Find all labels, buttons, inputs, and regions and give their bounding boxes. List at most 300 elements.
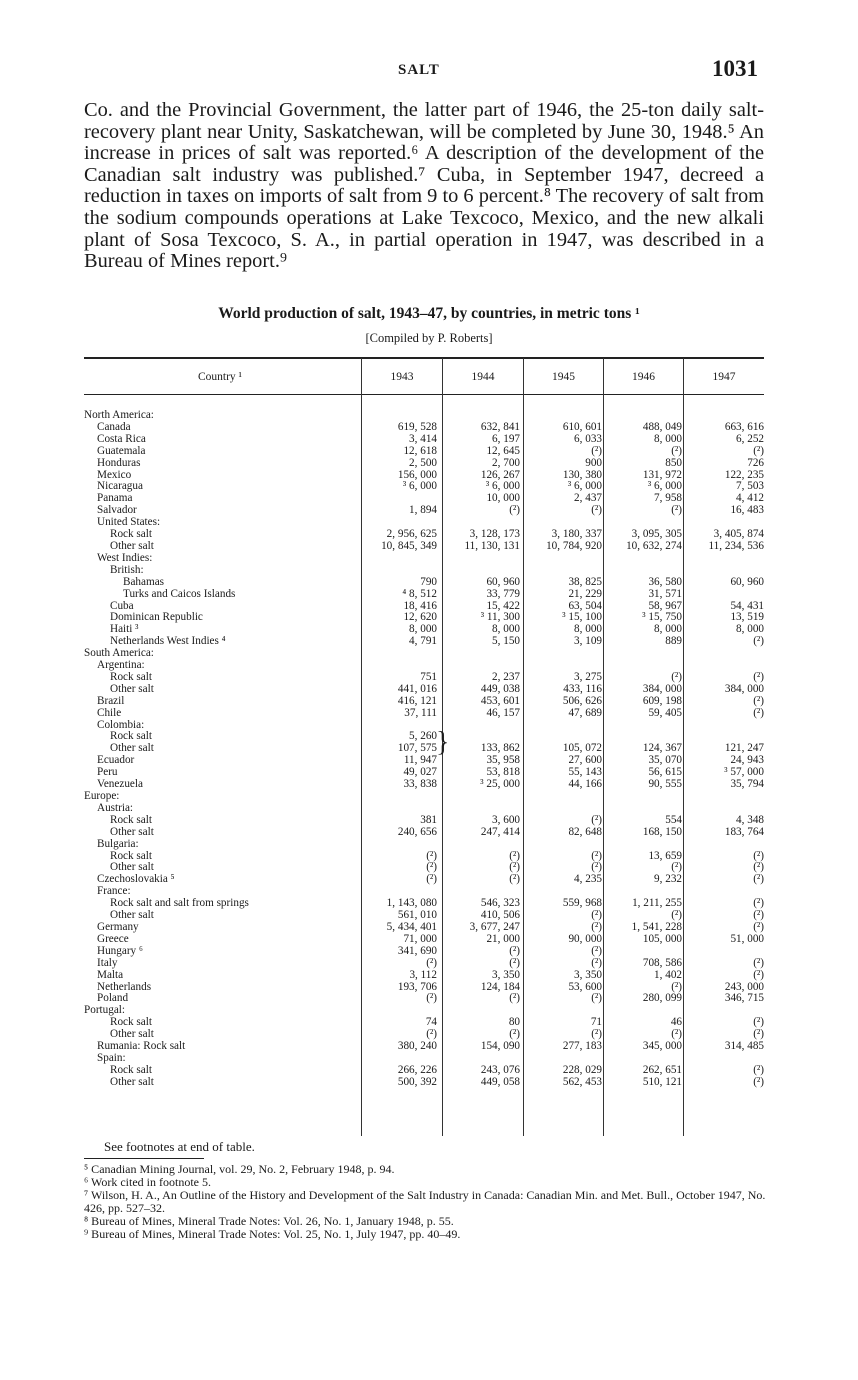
cell-1947: 726 bbox=[747, 456, 764, 469]
cell-1943: (²) bbox=[426, 992, 437, 1005]
cell-1944: 3, 350 bbox=[492, 968, 520, 981]
row-label bbox=[84, 898, 360, 910]
column-header-1946: 1946 bbox=[632, 371, 655, 383]
cell-1943: 107, 575 bbox=[397, 742, 437, 755]
row-label-text: Other salt bbox=[110, 743, 154, 755]
column-header-1945: 1945 bbox=[552, 371, 575, 383]
cell-1947: 314, 485 bbox=[724, 1040, 764, 1053]
cell-1946: 10, 632, 274 bbox=[626, 539, 682, 552]
row-label-text: Portugal: bbox=[84, 1005, 126, 1017]
footnote: ⁵ Canadian Mining Journal, vol. 29, No. 2, February 1948, p. 94. bbox=[84, 1162, 395, 1176]
cell-1947: (²) bbox=[753, 444, 764, 457]
cell-1943: 1, 894 bbox=[409, 504, 437, 517]
table-row bbox=[84, 874, 772, 886]
table-row bbox=[84, 458, 772, 470]
row-label-text: Spain: bbox=[97, 1052, 126, 1064]
running-header-title: SALT bbox=[398, 62, 440, 78]
row-label-text: Haiti ³ bbox=[110, 624, 139, 636]
row-label-text: South America: bbox=[84, 648, 154, 660]
cell-1946: 31, 571 bbox=[648, 587, 682, 600]
table-title: World production of salt, 1943–47, by countries, in metric tons ¹ bbox=[218, 305, 640, 322]
brace-mark: } bbox=[436, 727, 450, 759]
row-label-text: Netherlands West Indies ⁴ bbox=[110, 636, 226, 648]
cell-1944: ³ 6, 000 bbox=[485, 480, 520, 493]
table-row bbox=[84, 993, 772, 1005]
cell-1943: 193, 706 bbox=[397, 980, 437, 993]
cell-1944: 15, 422 bbox=[486, 599, 520, 612]
cell-1943: 441, 016 bbox=[397, 682, 437, 695]
table-row bbox=[84, 434, 772, 446]
cell-1946: ³ 6, 000 bbox=[647, 480, 682, 493]
cell-1946: 9, 232 bbox=[654, 873, 682, 886]
row-label-text: Germany bbox=[97, 921, 139, 933]
row-label bbox=[84, 410, 360, 422]
cell-1945: (²) bbox=[591, 1028, 602, 1041]
cell-1944: 3, 128, 173 bbox=[469, 528, 520, 541]
cell-1944: 3, 600 bbox=[492, 813, 520, 826]
cell-1943: 240, 656 bbox=[397, 825, 437, 838]
cell-1946: 3, 095, 305 bbox=[631, 528, 682, 541]
cell-1943: 11, 947 bbox=[403, 754, 437, 767]
cell-1945: ³ 6, 000 bbox=[567, 480, 602, 493]
cell-1947: 54, 431 bbox=[730, 599, 764, 612]
row-label-text: Guatemala bbox=[97, 445, 146, 457]
cell-1945: 228, 029 bbox=[562, 1063, 602, 1076]
cell-1947: 13, 519 bbox=[730, 611, 764, 624]
cell-1945: 277, 183 bbox=[562, 1040, 602, 1053]
cell-1947: (²) bbox=[753, 909, 764, 922]
cell-1945: 8, 000 bbox=[574, 623, 602, 636]
cell-1947: 346, 715 bbox=[724, 992, 764, 1005]
footnote: ⁶ Work cited in footnote 5. bbox=[84, 1175, 211, 1189]
cell-1943: 790 bbox=[420, 575, 437, 588]
cell-1943: 751 bbox=[420, 670, 437, 683]
row-label-text: Malta bbox=[97, 969, 124, 981]
column-header-1943: 1943 bbox=[390, 371, 414, 383]
table-subtitle: [Compiled by P. Roberts] bbox=[365, 331, 493, 345]
cell-1946: 1, 402 bbox=[654, 968, 682, 981]
cell-1946: 1, 211, 255 bbox=[632, 897, 682, 910]
cell-1947: (²) bbox=[753, 920, 764, 933]
table-row bbox=[84, 827, 772, 839]
cell-1943: 2, 500 bbox=[409, 456, 437, 469]
cell-1945: 21, 229 bbox=[568, 587, 602, 600]
cell-1946: 131, 972 bbox=[642, 468, 682, 481]
table-row bbox=[84, 577, 772, 589]
cell-1947: (²) bbox=[753, 968, 764, 981]
row-label-text: Costa Rica bbox=[97, 433, 146, 445]
table-row bbox=[84, 589, 772, 601]
cell-1946: 8, 000 bbox=[654, 623, 682, 636]
cell-1944: ³ 11, 300 bbox=[480, 611, 520, 624]
row-label-text: Honduras bbox=[97, 457, 141, 469]
cell-1947: (²) bbox=[753, 956, 764, 969]
cell-1947: 243, 000 bbox=[724, 980, 764, 993]
row-label-text: Greece bbox=[97, 933, 129, 945]
cell-1945: 44, 166 bbox=[568, 778, 602, 791]
cell-1944: (²) bbox=[509, 992, 520, 1005]
row-label bbox=[84, 886, 360, 898]
cell-1944: 243, 076 bbox=[480, 1063, 520, 1076]
cell-1945: 10, 784, 920 bbox=[546, 539, 602, 552]
row-label bbox=[84, 791, 360, 803]
page-number: 1031 bbox=[712, 56, 758, 81]
column-header-country: Country ¹ bbox=[197, 371, 243, 383]
row-label bbox=[84, 767, 360, 779]
cell-1945: 559, 968 bbox=[562, 897, 602, 910]
cell-1946: (²) bbox=[671, 909, 682, 922]
cell-1947: (²) bbox=[753, 694, 764, 707]
row-label-text: Rock salt bbox=[110, 814, 152, 826]
row-label bbox=[84, 636, 360, 648]
cell-1944: 35, 958 bbox=[486, 754, 520, 767]
row-label bbox=[84, 922, 360, 934]
cell-1943: 10, 845, 349 bbox=[381, 539, 437, 552]
table-row bbox=[84, 839, 772, 851]
cell-1943: ⁴ 8, 512 bbox=[402, 587, 437, 600]
cell-1947: 35, 794 bbox=[730, 778, 764, 791]
row-label bbox=[84, 624, 360, 636]
cell-1945: 4, 235 bbox=[574, 873, 602, 886]
cell-1944: 2, 237 bbox=[492, 670, 520, 683]
row-label-text: France: bbox=[97, 886, 131, 898]
cell-1947: 24, 943 bbox=[730, 754, 764, 767]
row-label-text: British: bbox=[110, 564, 144, 576]
cell-1945: (²) bbox=[591, 956, 602, 969]
row-label-text: Rock salt bbox=[110, 671, 152, 683]
cell-1946: ³ 15, 750 bbox=[642, 611, 682, 624]
cell-1943: (²) bbox=[426, 849, 437, 862]
cell-1943: 33, 838 bbox=[403, 778, 437, 791]
cell-1945: 55, 143 bbox=[568, 766, 602, 779]
row-label bbox=[84, 612, 360, 624]
row-label-text: Other salt bbox=[110, 1076, 154, 1088]
row-label-text: Rock salt bbox=[110, 529, 152, 541]
cell-1943: 8, 000 bbox=[409, 623, 437, 636]
cell-1945: 105, 072 bbox=[562, 742, 602, 755]
cell-1944: 6, 197 bbox=[492, 432, 520, 445]
row-label-text: West Indies: bbox=[97, 552, 153, 564]
row-label-text: United States: bbox=[97, 517, 161, 529]
row-label bbox=[84, 648, 360, 660]
row-label bbox=[84, 446, 360, 458]
cell-1945: 63, 504 bbox=[568, 599, 602, 612]
row-label bbox=[84, 553, 360, 565]
cell-1945: 82, 648 bbox=[568, 825, 602, 838]
cell-1946: 13, 659 bbox=[648, 849, 682, 862]
row-label-text: Colombia: bbox=[97, 719, 145, 731]
cell-1947: 122, 235 bbox=[724, 468, 764, 481]
table-row bbox=[84, 1077, 772, 1089]
cell-1946: (²) bbox=[671, 980, 682, 993]
cell-1945: 610, 601 bbox=[562, 420, 602, 433]
cell-1944: 5, 150 bbox=[492, 635, 520, 648]
table-row bbox=[84, 553, 772, 565]
cell-1945: (²) bbox=[591, 992, 602, 1005]
cell-1947: (²) bbox=[753, 1016, 764, 1029]
cell-1944: 632, 841 bbox=[480, 420, 520, 433]
row-label-text: Turks and Caicos Islands bbox=[123, 588, 236, 600]
row-label-text: Venezuela bbox=[97, 779, 143, 791]
row-label bbox=[84, 970, 360, 982]
cell-1947: 663, 616 bbox=[724, 420, 764, 433]
row-label-text: Nicaragua bbox=[97, 481, 143, 493]
cell-1946: 889 bbox=[665, 635, 682, 648]
row-label-text: Rock salt and salt from springs bbox=[110, 898, 249, 910]
row-label bbox=[84, 529, 360, 541]
table-body bbox=[84, 410, 772, 1089]
row-label bbox=[84, 470, 360, 482]
row-label bbox=[84, 779, 360, 791]
cell-1946: 1, 541, 228 bbox=[631, 920, 682, 933]
cell-1946: (²) bbox=[671, 444, 682, 457]
row-label bbox=[84, 851, 360, 863]
table-row bbox=[84, 791, 772, 803]
cell-1943: 12, 620 bbox=[403, 611, 437, 624]
cell-1943: (²) bbox=[426, 956, 437, 969]
row-label-text: Rock salt bbox=[110, 850, 152, 862]
row-label-text: Hungary ⁶ bbox=[97, 945, 143, 957]
cell-1943: 416, 121 bbox=[397, 694, 437, 707]
cell-1944: 410, 506 bbox=[480, 909, 520, 922]
cell-1944: 53, 818 bbox=[486, 766, 520, 779]
row-label bbox=[84, 517, 360, 529]
cell-1947: (²) bbox=[753, 1028, 764, 1041]
row-label-text: Italy bbox=[97, 957, 118, 969]
cell-1946: 124, 367 bbox=[642, 742, 682, 755]
column-header-1944: 1944 bbox=[471, 371, 495, 383]
row-label bbox=[84, 1077, 360, 1089]
cell-1944: 12, 645 bbox=[486, 444, 520, 457]
cell-1943: 500, 392 bbox=[397, 1075, 437, 1088]
cell-1944: (²) bbox=[509, 861, 520, 874]
row-label-text: Other salt bbox=[110, 540, 154, 552]
table-row bbox=[84, 648, 772, 660]
cell-1947: (²) bbox=[753, 706, 764, 719]
cell-1945: (²) bbox=[591, 444, 602, 457]
table-row bbox=[84, 446, 772, 458]
cell-1943: 619, 528 bbox=[397, 420, 437, 433]
row-label-text: Other salt bbox=[110, 826, 154, 838]
cell-1946: 554 bbox=[665, 813, 682, 826]
row-label bbox=[84, 755, 360, 767]
footnote: ⁷ Wilson, H. A., An Outline of the History and Development of the Salt Industry in Canada: Canadian Min. and Met. Bull., October 1947, No. 426, pp. 527–32. bbox=[84, 1188, 766, 1215]
cell-1946: 59, 405 bbox=[648, 706, 682, 719]
cell-1944: (²) bbox=[509, 873, 520, 886]
row-label bbox=[84, 434, 360, 446]
cell-1944: 124, 184 bbox=[480, 980, 520, 993]
row-label-text: Other salt bbox=[110, 862, 154, 874]
cell-1947: 11, 234, 536 bbox=[708, 539, 764, 552]
row-label bbox=[84, 934, 360, 946]
cell-1944: 60, 960 bbox=[486, 575, 520, 588]
row-label bbox=[84, 815, 360, 827]
cell-1946: 345, 000 bbox=[642, 1040, 682, 1053]
footnote: ⁹ Bureau of Mines, Mineral Trade Notes: Vol. 25, No. 1, July 1947, pp. 40–49. bbox=[84, 1227, 461, 1241]
cell-1947: 7, 503 bbox=[736, 480, 764, 493]
row-label bbox=[84, 541, 360, 553]
cell-1947: 60, 960 bbox=[730, 575, 764, 588]
row-label bbox=[84, 982, 360, 994]
footnote-divider bbox=[84, 1158, 204, 1159]
cell-1947: 6, 252 bbox=[736, 432, 764, 445]
row-label bbox=[84, 827, 360, 839]
row-label bbox=[84, 577, 360, 589]
cell-1946: 56, 615 bbox=[648, 766, 682, 779]
row-label bbox=[84, 731, 360, 743]
cell-1947: (²) bbox=[753, 861, 764, 874]
row-label bbox=[84, 720, 360, 732]
cell-1944: 154, 090 bbox=[480, 1040, 520, 1053]
cell-1943: (²) bbox=[426, 1028, 437, 1041]
cell-1944: (²) bbox=[509, 1028, 520, 1041]
row-label-text: Canada bbox=[97, 421, 131, 433]
cell-1946: 850 bbox=[665, 456, 682, 469]
cell-1943: 5, 434, 401 bbox=[386, 920, 437, 933]
row-label bbox=[84, 1029, 360, 1041]
row-label bbox=[84, 743, 360, 755]
cell-1945: (²) bbox=[591, 920, 602, 933]
cell-1946: 609, 198 bbox=[642, 694, 682, 707]
table-row bbox=[84, 934, 772, 946]
cell-1944: 449, 058 bbox=[480, 1075, 520, 1088]
row-label bbox=[84, 1005, 360, 1017]
row-label bbox=[84, 684, 360, 696]
table-row bbox=[84, 779, 772, 791]
cell-1947: 183, 764 bbox=[724, 825, 764, 838]
cell-1944: 8, 000 bbox=[492, 623, 520, 636]
cell-1944: (²) bbox=[509, 849, 520, 862]
cell-1946: (²) bbox=[671, 861, 682, 874]
cell-1947: 121, 247 bbox=[724, 742, 764, 755]
row-label bbox=[84, 1041, 360, 1053]
cell-1945: ³ 15, 100 bbox=[562, 611, 602, 624]
row-label-text: Chile bbox=[97, 707, 122, 719]
cell-1947: (²) bbox=[753, 1063, 764, 1076]
row-label bbox=[84, 874, 360, 886]
cell-1947: ³ 57, 000 bbox=[724, 766, 764, 779]
row-label bbox=[84, 672, 360, 684]
cell-1944: 10, 000 bbox=[486, 492, 520, 505]
row-label bbox=[84, 1053, 360, 1065]
table-row bbox=[84, 970, 772, 982]
row-label-text: Other salt bbox=[110, 910, 154, 922]
cell-1946: 168, 150 bbox=[642, 825, 682, 838]
cell-1945: (²) bbox=[591, 861, 602, 874]
table-row bbox=[84, 684, 772, 696]
cell-1945: 130, 380 bbox=[562, 468, 602, 481]
cell-1947: 4, 348 bbox=[736, 813, 764, 826]
row-label-text: Dominican Republic bbox=[110, 612, 203, 624]
footnote: ⁸ Bureau of Mines, Mineral Trade Notes: Vol. 26, No. 1, January 1948, p. 55. bbox=[84, 1214, 454, 1228]
cell-1943: 1, 143, 080 bbox=[386, 897, 437, 910]
cell-1943: 49, 027 bbox=[403, 766, 437, 779]
cell-1947: 4, 412 bbox=[736, 492, 764, 505]
row-label bbox=[84, 910, 360, 922]
row-label bbox=[84, 565, 360, 577]
row-label-text: Cuba bbox=[110, 600, 134, 612]
cell-1943: 156, 000 bbox=[397, 468, 437, 481]
cell-1945: (²) bbox=[591, 849, 602, 862]
row-label bbox=[84, 660, 360, 672]
row-label-text: Netherlands bbox=[97, 981, 152, 993]
row-label bbox=[84, 696, 360, 708]
cell-1945: 27, 600 bbox=[568, 754, 602, 767]
cell-1945: 53, 600 bbox=[568, 980, 602, 993]
row-label bbox=[84, 1065, 360, 1077]
cell-1947: (²) bbox=[753, 670, 764, 683]
row-label bbox=[84, 946, 360, 958]
table-row bbox=[84, 505, 772, 517]
row-label-text: Ecuador bbox=[97, 755, 135, 767]
cell-1945: (²) bbox=[591, 504, 602, 517]
see-footnotes-note: See footnotes at end of table. bbox=[104, 1139, 255, 1154]
table-row bbox=[84, 636, 772, 648]
cell-1946: 35, 070 bbox=[648, 754, 682, 767]
cell-1943: ³ 6, 000 bbox=[402, 480, 437, 493]
cell-1945: 506, 626 bbox=[562, 694, 602, 707]
cell-1945: 900 bbox=[585, 456, 602, 469]
row-label bbox=[84, 493, 360, 505]
cell-1943: 561, 010 bbox=[397, 909, 437, 922]
table-row bbox=[84, 1041, 772, 1053]
cell-1944: 449, 038 bbox=[480, 682, 520, 695]
cell-1946: 262, 651 bbox=[642, 1063, 682, 1076]
cell-1945: 47, 689 bbox=[568, 706, 602, 719]
row-label-text: Rock salt bbox=[110, 1017, 152, 1029]
row-label bbox=[84, 458, 360, 470]
row-label bbox=[84, 1017, 360, 1029]
row-label bbox=[84, 481, 360, 493]
cell-1946: 7, 958 bbox=[654, 492, 682, 505]
cell-1943: 37, 111 bbox=[404, 706, 437, 719]
table-row bbox=[84, 565, 772, 577]
row-label-text: Peru bbox=[97, 767, 118, 779]
cell-1947: 51, 000 bbox=[730, 932, 764, 945]
row-label-text: Europe: bbox=[84, 791, 120, 802]
cell-1946: 8, 000 bbox=[654, 432, 682, 445]
cell-1947: (²) bbox=[753, 897, 764, 910]
cell-1947: 8, 000 bbox=[736, 623, 764, 636]
cell-1943: (²) bbox=[426, 861, 437, 874]
cell-1946: 58, 967 bbox=[648, 599, 682, 612]
row-label-text: Rock salt bbox=[110, 1064, 152, 1076]
row-label-text: Rumania: Rock salt bbox=[97, 1041, 186, 1053]
body-paragraph: Co. and the Provincial Government, the latter part of 1946, the 25-ton daily salt-recovery plant near Unity, Saskatchewan, will be completed by June 30, 1948.⁵ An increase in prices of salt was reported.⁶ A description of the development of the Canadian salt industry was published.⁷ Cuba, in September 1947, decreed a reduction in taxes on imports of salt from 9 to 6 percent.⁸ The recovery of salt from the sodium compounds operations at Lake Texcoco, Mexico, and the new alkali plant of Sosa Texcoco, S. A., in partial operation in 1947, was described in a Bureau of Mines report.⁹ bbox=[84, 99, 764, 273]
cell-1946: 280, 099 bbox=[642, 992, 682, 1005]
cell-1945: 433, 116 bbox=[563, 682, 602, 695]
cell-1946: 46 bbox=[670, 1016, 682, 1029]
cell-1944: (²) bbox=[509, 504, 520, 517]
table-row bbox=[84, 946, 772, 958]
row-label bbox=[84, 958, 360, 970]
cell-1943: 266, 226 bbox=[397, 1063, 437, 1076]
cell-1946: 488, 049 bbox=[642, 420, 682, 433]
cell-1943: 5, 260 bbox=[409, 730, 437, 743]
cell-1946: 510, 121 bbox=[642, 1075, 682, 1088]
cell-1943: (²) bbox=[426, 873, 437, 886]
row-label bbox=[84, 505, 360, 517]
row-label-text: Austria: bbox=[97, 802, 134, 814]
row-label-text: Brazil bbox=[97, 695, 125, 707]
cell-1945: 71 bbox=[590, 1016, 602, 1029]
cell-1945: 38, 825 bbox=[568, 575, 602, 588]
cell-1944: 3, 677, 247 bbox=[469, 920, 520, 933]
row-label-text: Czechoslovakia ⁵ bbox=[97, 874, 175, 886]
cell-1944: 2, 700 bbox=[492, 456, 520, 469]
cell-1944: 46, 157 bbox=[486, 706, 520, 719]
cell-1944: 33, 779 bbox=[486, 587, 520, 600]
